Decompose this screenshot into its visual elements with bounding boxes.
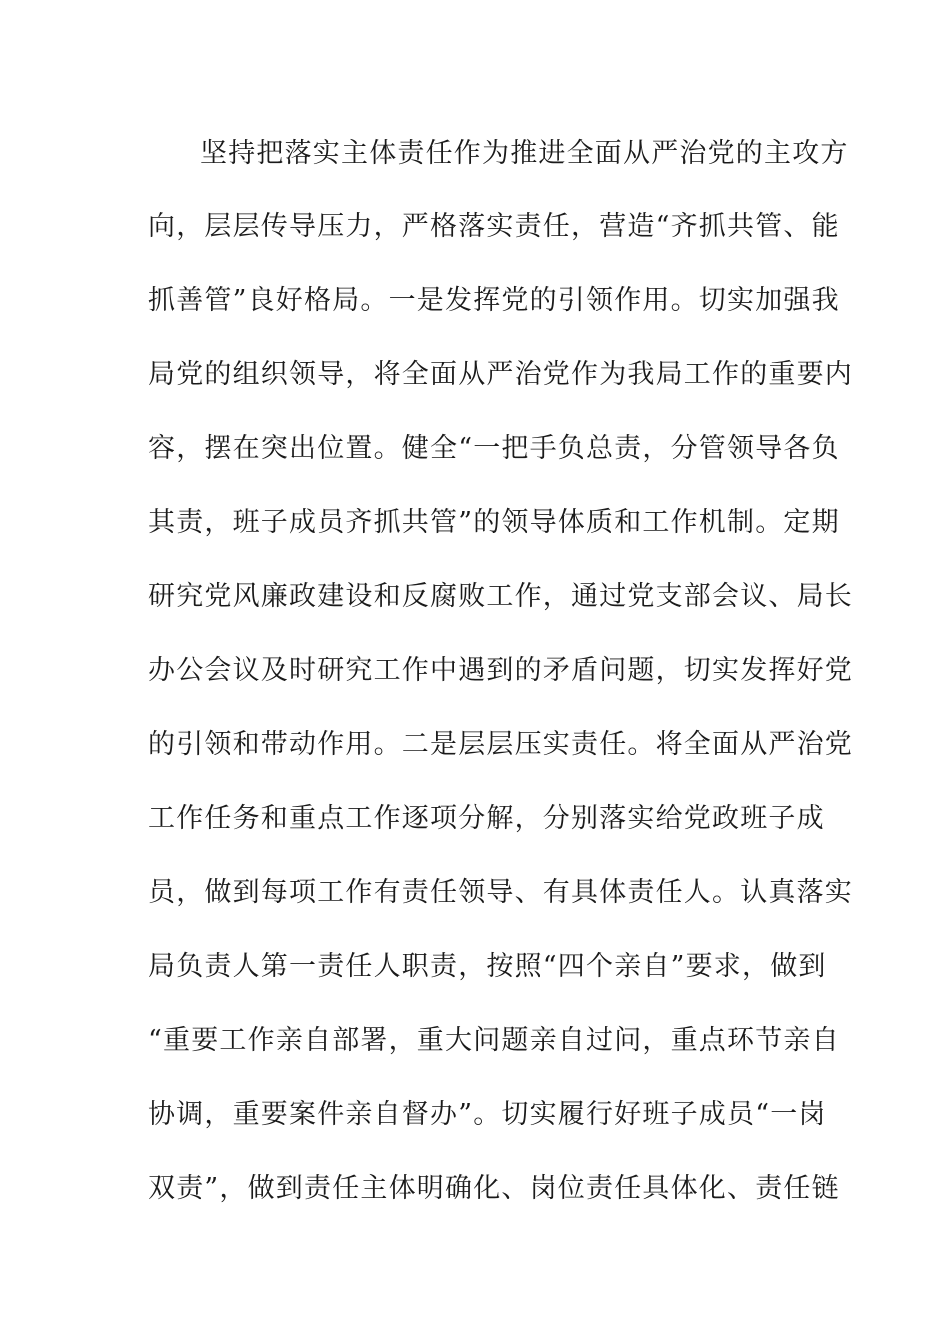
paragraph-line: 容，摆在突出位置。健全“一把手负总责，分管领导各负 <box>148 433 840 464</box>
paragraph-line: 抓善管”良好格局。一是发挥党的引领作用。切实加强我 <box>148 285 840 316</box>
paragraph-line: 研究党风廉政建设和反腐败工作，通过党支部会议、局长 <box>148 581 853 612</box>
paragraph-line: 的引领和带动作用。二是层层压实责任。将全面从严治党 <box>148 729 853 760</box>
paragraph-line: 局党的组织领导，将全面从严治党作为我局工作的重要内 <box>148 359 853 390</box>
paragraph-line: 办公会议及时研究工作中遇到的矛盾问题，切实发挥好党 <box>148 655 853 686</box>
paragraph-line: 向，层层传导压力，严格落实责任，营造“齐抓共管、能 <box>148 211 840 242</box>
paragraph-line: “重要工作亲自部署，重大问题亲自过问，重点环节亲自 <box>148 1025 840 1056</box>
paragraph-line: 员，做到每项工作有责任领导、有具体责任人。认真落实 <box>148 877 853 908</box>
paragraph-line: 工作任务和重点工作逐项分解，分别落实给党政班子成 <box>148 803 825 834</box>
paragraph-line: 协调，重要案件亲自督办”。切实履行好班子成员“一岗 <box>148 1099 827 1130</box>
paragraph-line: 双责”，做到责任主体明确化、岗位责任具体化、责任链 <box>148 1173 840 1204</box>
paragraph-line: 其责，班子成员齐抓共管”的领导体质和工作机制。定期 <box>148 507 840 538</box>
paragraph-line: 局负责人第一责任人职责，按照“四个亲自”要求，做到 <box>148 951 827 982</box>
paragraph-line: 坚持把落实主体责任作为推进全面从严治党的主攻方 <box>200 138 849 169</box>
